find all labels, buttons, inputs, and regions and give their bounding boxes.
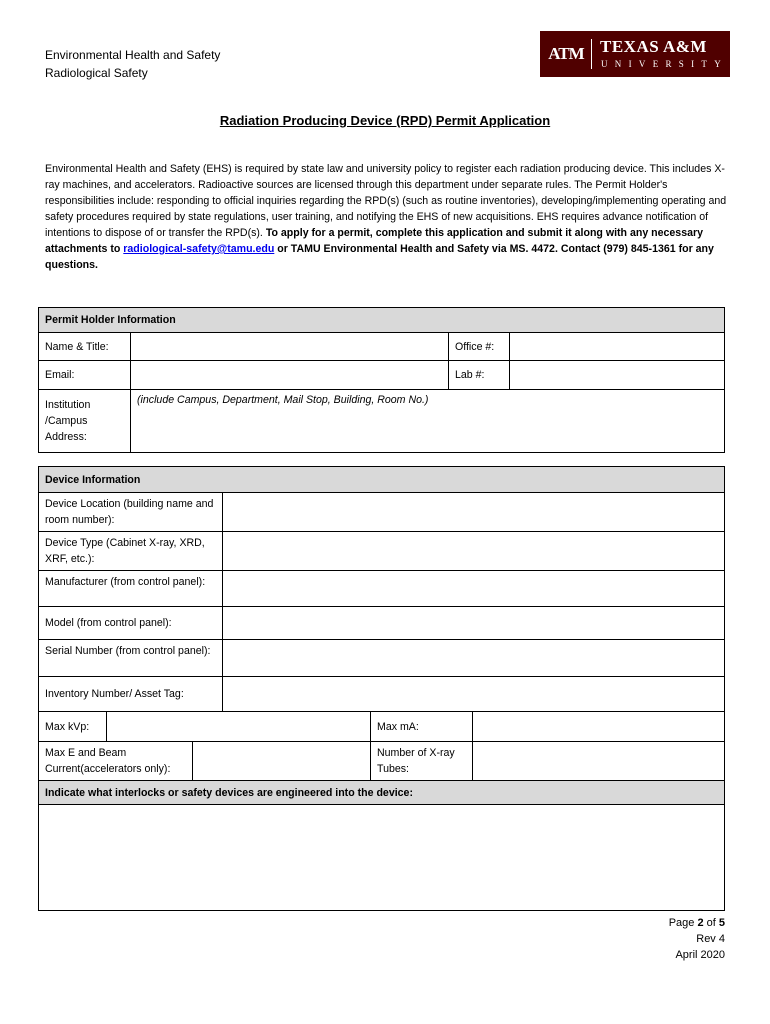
email-label: Email: (39, 361, 131, 390)
max-kvp-field[interactable] (107, 712, 371, 742)
intro-instructions: To apply for a permit, complete this application and submit it along with any necessary attachments to (45, 227, 703, 255)
current-page: 2 (697, 917, 704, 929)
logo-divider (591, 39, 592, 69)
permit-holder-table (38, 307, 725, 453)
logo-subtitle: UNIVERSITY (601, 59, 728, 69)
logo-name: TEXAS A&M (600, 37, 707, 56)
device-location-field[interactable] (223, 493, 725, 532)
institution-field[interactable] (131, 390, 725, 453)
permit-holder-header: Permit Holder Information (39, 308, 725, 333)
manufacturer-field[interactable] (223, 571, 725, 607)
intro-text: Environmental Health and Safety (EHS) is required by state law and university policy to register each radiation producing device. This includes X-ray machines, and accelerators. Radioactive sources are licensed through this department under separate rules. The Permit Holder's responsibilities include: responding to official inquiries regarding the RPD(s) (such as routine inventories), developing/implementing operating and safety procedures required by state regulations, user training, and notifying the EHS of new acquisitions. EHS requires advance notification of intentions to dispose of or transfer the RPD(s). (45, 163, 727, 239)
device-type-field[interactable] (223, 532, 725, 571)
org-division: Radiological Safety (45, 66, 148, 80)
device-table (38, 466, 725, 911)
xray-tubes-field[interactable] (473, 742, 725, 781)
max-kvp-label: Max kVp: (39, 712, 107, 742)
email-field[interactable] (131, 361, 449, 390)
intro-contact: or TAMU Environmental Health and Safety via MS. 4472. Contact (979) 845-1361 for any questions. (45, 243, 714, 271)
interlocks-field[interactable] (39, 805, 725, 911)
atm-seal-icon: ATM (548, 44, 584, 63)
serial-number-label: Serial Number (from control panel): (39, 640, 223, 677)
revision-date: April 2020 (675, 949, 725, 961)
max-ma-field[interactable] (473, 712, 725, 742)
page-title: Radiation Producing Device (RPD) Permit Application (219, 113, 551, 128)
name-title-field[interactable] (131, 333, 449, 361)
institution-label: Institution /Campus Address: (39, 390, 131, 453)
model-label: Model (from control panel): (39, 607, 223, 640)
revision: Rev 4 (696, 933, 725, 945)
max-ma-label: Max mA: (371, 712, 473, 742)
interlocks-header: Indicate what interlocks or safety devices are engineered into the device: (39, 781, 725, 805)
model-field[interactable] (223, 607, 725, 640)
intro-paragraph (45, 161, 735, 273)
tamu-logo (540, 31, 730, 77)
xray-tubes-label: Number of X-ray Tubes: (371, 742, 473, 781)
lab-field[interactable] (510, 361, 725, 390)
device-location-label: Device Location (building name and room number): (39, 493, 223, 532)
office-field[interactable] (510, 333, 725, 361)
name-title-label: Name & Title: (39, 333, 131, 361)
inventory-number-field[interactable] (223, 677, 725, 712)
institution-hint: (include Campus, Department, Mail Stop, Building, Room No.) (137, 394, 429, 406)
device-type-label: Device Type (Cabinet X-ray, XRD, XRF, etc.): (39, 532, 223, 571)
inventory-number-label: Inventory Number/ Asset Tag: (39, 677, 223, 712)
max-e-beam-label: Max E and Beam Current(accelerators only): (39, 742, 193, 781)
office-label: Office #: (449, 333, 510, 361)
max-e-beam-field[interactable] (193, 742, 371, 781)
device-header: Device Information (39, 467, 725, 493)
manufacturer-label: Manufacturer (from control panel): (39, 571, 223, 607)
serial-number-field[interactable] (223, 640, 725, 677)
page-number: Page 2 of 5 (668, 917, 725, 929)
total-pages: 5 (718, 917, 725, 929)
org-name: Environmental Health and Safety (45, 48, 221, 62)
email-link[interactable]: radiological-safety@tamu.edu (123, 243, 275, 255)
lab-label: Lab #: (449, 361, 510, 390)
